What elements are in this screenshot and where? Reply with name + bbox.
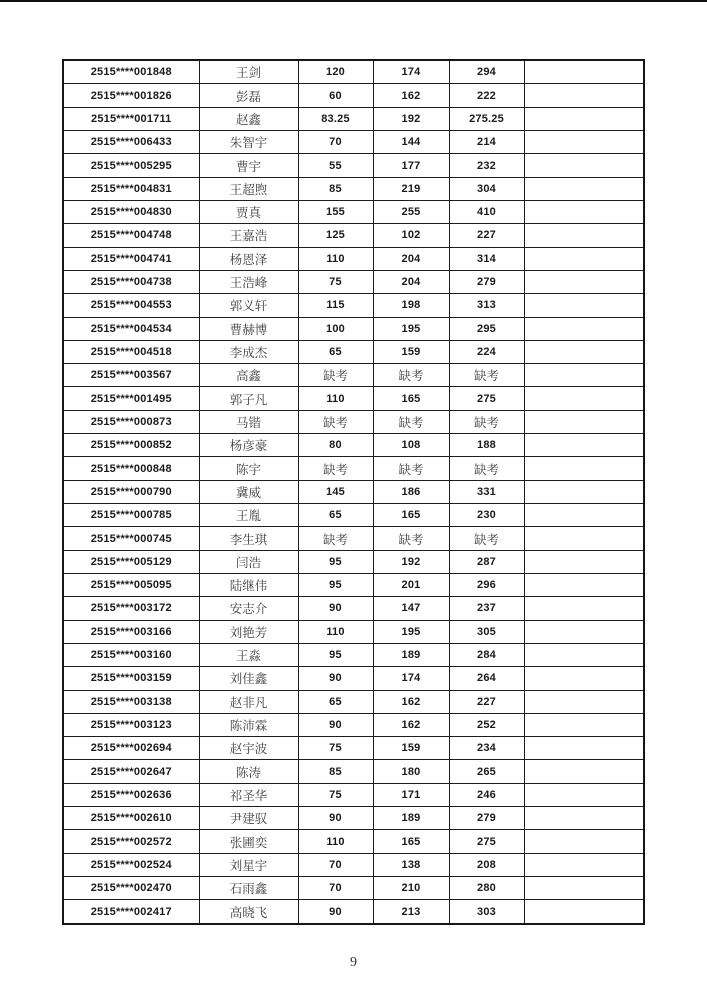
table-row xyxy=(63,807,644,830)
score-1-cell: 55 xyxy=(298,154,373,177)
score-1-cell: 90 xyxy=(298,807,373,830)
score-total-cell: 296 xyxy=(449,573,524,596)
student-name-cell: 郭义轩 xyxy=(199,294,298,317)
remark-cell xyxy=(524,690,644,713)
exam-id-cell: 2515****005095 xyxy=(63,573,199,596)
exam-id-cell: 2515****002417 xyxy=(63,900,199,924)
exam-id-cell: 2515****000790 xyxy=(63,480,199,503)
student-name-cell: 高鑫 xyxy=(199,364,298,387)
score-2-cell: 165 xyxy=(373,504,449,527)
exam-id-cell: 2515****004741 xyxy=(63,247,199,270)
score-total-cell: 313 xyxy=(449,294,524,317)
score-total-cell: 279 xyxy=(449,270,524,293)
score-1-cell: 65 xyxy=(298,504,373,527)
student-name-cell: 陆继伟 xyxy=(199,573,298,596)
table-row xyxy=(63,84,644,107)
exam-id-cell: 2515****002524 xyxy=(63,853,199,876)
remark-cell xyxy=(524,410,644,433)
remark-cell xyxy=(524,340,644,363)
table-row xyxy=(63,410,644,433)
exam-id-cell: 2515****002647 xyxy=(63,760,199,783)
score-total-cell: 265 xyxy=(449,760,524,783)
score-2-cell: 缺考 xyxy=(373,410,449,433)
score-2-cell: 213 xyxy=(373,900,449,924)
score-1-cell: 70 xyxy=(298,877,373,900)
table-row xyxy=(63,504,644,527)
exam-id-cell: 2515****004553 xyxy=(63,294,199,317)
table-row xyxy=(63,737,644,760)
exam-id-cell: 2515****003172 xyxy=(63,597,199,620)
student-name-cell: 马锴 xyxy=(199,410,298,433)
score-1-cell: 90 xyxy=(298,900,373,924)
student-name-cell: 陈沛霖 xyxy=(199,713,298,736)
student-name-cell: 刘星宇 xyxy=(199,853,298,876)
score-total-cell: 295 xyxy=(449,317,524,340)
table-row xyxy=(63,830,644,853)
table-row xyxy=(63,317,644,340)
remark-cell xyxy=(524,527,644,550)
score-total-cell: 缺考 xyxy=(449,410,524,433)
table-row xyxy=(63,224,644,247)
remark-cell xyxy=(524,457,644,480)
student-name-cell: 王嘉浩 xyxy=(199,224,298,247)
student-name-cell: 王浩峰 xyxy=(199,270,298,293)
score-1-cell: 75 xyxy=(298,737,373,760)
score-1-cell: 60 xyxy=(298,84,373,107)
table-row xyxy=(63,760,644,783)
student-name-cell: 赵宇波 xyxy=(199,737,298,760)
table-row xyxy=(63,783,644,806)
remark-cell xyxy=(524,643,644,666)
student-name-cell: 尹建驭 xyxy=(199,807,298,830)
exam-id-cell: 2515****004534 xyxy=(63,317,199,340)
exam-id-cell: 2515****001826 xyxy=(63,84,199,107)
table-row xyxy=(63,900,644,924)
score-total-cell: 294 xyxy=(449,60,524,84)
exam-id-cell: 2515****004738 xyxy=(63,270,199,293)
exam-id-cell: 2515****005129 xyxy=(63,550,199,573)
table-row xyxy=(63,131,644,154)
score-total-cell: 234 xyxy=(449,737,524,760)
table-row xyxy=(63,853,644,876)
score-total-cell: 227 xyxy=(449,690,524,713)
student-name-cell: 王淼 xyxy=(199,643,298,666)
student-name-cell: 闫浩 xyxy=(199,550,298,573)
exam-id-cell: 2515****004830 xyxy=(63,200,199,223)
score-total-cell: 214 xyxy=(449,131,524,154)
remark-cell xyxy=(524,154,644,177)
table-row xyxy=(63,877,644,900)
score-1-cell: 90 xyxy=(298,667,373,690)
exam-id-cell: 2515****004831 xyxy=(63,177,199,200)
student-name-cell: 王剑 xyxy=(199,60,298,84)
student-name-cell: 陈宇 xyxy=(199,457,298,480)
student-name-cell: 郭子凡 xyxy=(199,387,298,410)
score-total-cell: 284 xyxy=(449,643,524,666)
score-table xyxy=(62,59,645,925)
score-total-cell: 224 xyxy=(449,340,524,363)
score-2-cell: 204 xyxy=(373,247,449,270)
score-total-cell: 275 xyxy=(449,387,524,410)
remark-cell xyxy=(524,387,644,410)
score-2-cell: 195 xyxy=(373,620,449,643)
score-1-cell: 95 xyxy=(298,573,373,596)
score-1-cell: 145 xyxy=(298,480,373,503)
score-1-cell: 缺考 xyxy=(298,527,373,550)
score-1-cell: 95 xyxy=(298,550,373,573)
table-row xyxy=(63,294,644,317)
score-total-cell: 188 xyxy=(449,434,524,457)
table-row xyxy=(63,457,644,480)
student-name-cell: 赵非凡 xyxy=(199,690,298,713)
remark-cell xyxy=(524,737,644,760)
score-total-cell: 227 xyxy=(449,224,524,247)
exam-id-cell: 2515****000873 xyxy=(63,410,199,433)
exam-id-cell: 2515****000852 xyxy=(63,434,199,457)
exam-id-cell: 2515****002572 xyxy=(63,830,199,853)
remark-cell xyxy=(524,107,644,130)
table-row xyxy=(63,177,644,200)
remark-cell xyxy=(524,597,644,620)
score-2-cell: 缺考 xyxy=(373,457,449,480)
score-2-cell: 192 xyxy=(373,107,449,130)
exam-id-cell: 2515****003567 xyxy=(63,364,199,387)
remark-cell xyxy=(524,550,644,573)
table-row xyxy=(63,597,644,620)
score-2-cell: 198 xyxy=(373,294,449,317)
score-total-cell: 304 xyxy=(449,177,524,200)
student-name-cell: 刘佳鑫 xyxy=(199,667,298,690)
student-name-cell: 冀威 xyxy=(199,480,298,503)
score-1-cell: 110 xyxy=(298,830,373,853)
score-1-cell: 90 xyxy=(298,713,373,736)
exam-id-cell: 2515****003123 xyxy=(63,713,199,736)
table-row xyxy=(63,690,644,713)
score-1-cell: 65 xyxy=(298,690,373,713)
remark-cell xyxy=(524,783,644,806)
remark-cell xyxy=(524,504,644,527)
student-name-cell: 王超煦 xyxy=(199,177,298,200)
score-2-cell: 180 xyxy=(373,760,449,783)
table-row xyxy=(63,643,644,666)
score-table-body xyxy=(63,60,644,924)
score-2-cell: 165 xyxy=(373,387,449,410)
score-2-cell: 108 xyxy=(373,434,449,457)
score-1-cell: 75 xyxy=(298,783,373,806)
remark-cell xyxy=(524,247,644,270)
score-total-cell: 280 xyxy=(449,877,524,900)
score-2-cell: 204 xyxy=(373,270,449,293)
exam-id-cell: 2515****004518 xyxy=(63,340,199,363)
remark-cell xyxy=(524,177,644,200)
table-row xyxy=(63,270,644,293)
remark-cell xyxy=(524,60,644,84)
exam-id-cell: 2515****003138 xyxy=(63,690,199,713)
score-2-cell: 165 xyxy=(373,830,449,853)
remark-cell xyxy=(524,270,644,293)
score-2-cell: 171 xyxy=(373,783,449,806)
score-total-cell: 232 xyxy=(449,154,524,177)
table-row xyxy=(63,667,644,690)
score-2-cell: 147 xyxy=(373,597,449,620)
score-1-cell: 115 xyxy=(298,294,373,317)
score-2-cell: 159 xyxy=(373,737,449,760)
student-name-cell: 杨恩泽 xyxy=(199,247,298,270)
score-1-cell: 85 xyxy=(298,177,373,200)
table-row xyxy=(63,527,644,550)
remark-cell xyxy=(524,434,644,457)
score-2-cell: 189 xyxy=(373,807,449,830)
exam-id-cell: 2515****000848 xyxy=(63,457,199,480)
student-name-cell: 高晓飞 xyxy=(199,900,298,924)
score-total-cell: 缺考 xyxy=(449,457,524,480)
score-2-cell: 210 xyxy=(373,877,449,900)
score-total-cell: 279 xyxy=(449,807,524,830)
score-1-cell: 缺考 xyxy=(298,457,373,480)
table-row xyxy=(63,713,644,736)
score-1-cell: 120 xyxy=(298,60,373,84)
score-1-cell: 65 xyxy=(298,340,373,363)
table-row xyxy=(63,247,644,270)
score-1-cell: 85 xyxy=(298,760,373,783)
student-name-cell: 刘艳芳 xyxy=(199,620,298,643)
table-row xyxy=(63,434,644,457)
score-1-cell: 75 xyxy=(298,270,373,293)
score-total-cell: 246 xyxy=(449,783,524,806)
score-total-cell: 410 xyxy=(449,200,524,223)
exam-id-cell: 2515****003160 xyxy=(63,643,199,666)
score-2-cell: 174 xyxy=(373,667,449,690)
score-total-cell: 275 xyxy=(449,830,524,853)
page-top-scan-edge xyxy=(0,0,707,2)
table-row xyxy=(63,550,644,573)
score-2-cell: 162 xyxy=(373,713,449,736)
student-name-cell: 祁圣华 xyxy=(199,783,298,806)
score-2-cell: 144 xyxy=(373,131,449,154)
score-1-cell: 100 xyxy=(298,317,373,340)
remark-cell xyxy=(524,620,644,643)
table-row xyxy=(63,107,644,130)
student-name-cell: 曹赫博 xyxy=(199,317,298,340)
score-2-cell: 195 xyxy=(373,317,449,340)
score-1-cell: 70 xyxy=(298,853,373,876)
table-row xyxy=(63,620,644,643)
score-1-cell: 95 xyxy=(298,643,373,666)
table-row xyxy=(63,480,644,503)
remark-cell xyxy=(524,131,644,154)
score-2-cell: 186 xyxy=(373,480,449,503)
score-1-cell: 70 xyxy=(298,131,373,154)
remark-cell xyxy=(524,573,644,596)
score-2-cell: 192 xyxy=(373,550,449,573)
score-1-cell: 83.25 xyxy=(298,107,373,130)
score-1-cell: 110 xyxy=(298,247,373,270)
score-2-cell: 219 xyxy=(373,177,449,200)
score-total-cell: 305 xyxy=(449,620,524,643)
remark-cell xyxy=(524,200,644,223)
student-name-cell: 李生琪 xyxy=(199,527,298,550)
exam-id-cell: 2515****006433 xyxy=(63,131,199,154)
table-row xyxy=(63,364,644,387)
remark-cell xyxy=(524,224,644,247)
exam-id-cell: 2515****002694 xyxy=(63,737,199,760)
score-2-cell: 174 xyxy=(373,60,449,84)
remark-cell xyxy=(524,853,644,876)
remark-cell xyxy=(524,364,644,387)
student-name-cell: 李成杰 xyxy=(199,340,298,363)
score-total-cell: 222 xyxy=(449,84,524,107)
remark-cell xyxy=(524,294,644,317)
exam-id-cell: 2515****002610 xyxy=(63,807,199,830)
score-total-cell: 208 xyxy=(449,853,524,876)
exam-id-cell: 2515****004748 xyxy=(63,224,199,247)
score-total-cell: 252 xyxy=(449,713,524,736)
score-2-cell: 159 xyxy=(373,340,449,363)
student-name-cell: 彭磊 xyxy=(199,84,298,107)
score-2-cell: 189 xyxy=(373,643,449,666)
score-total-cell: 缺考 xyxy=(449,527,524,550)
exam-id-cell: 2515****001848 xyxy=(63,60,199,84)
score-1-cell: 125 xyxy=(298,224,373,247)
remark-cell xyxy=(524,317,644,340)
student-name-cell: 贾真 xyxy=(199,200,298,223)
student-name-cell: 曹宇 xyxy=(199,154,298,177)
remark-cell xyxy=(524,830,644,853)
score-total-cell: 287 xyxy=(449,550,524,573)
score-total-cell: 230 xyxy=(449,504,524,527)
student-name-cell: 赵鑫 xyxy=(199,107,298,130)
score-2-cell: 缺考 xyxy=(373,527,449,550)
table-row xyxy=(63,573,644,596)
remark-cell xyxy=(524,84,644,107)
exam-id-cell: 2515****002636 xyxy=(63,783,199,806)
score-total-cell: 303 xyxy=(449,900,524,924)
score-total-cell: 缺考 xyxy=(449,364,524,387)
score-total-cell: 331 xyxy=(449,480,524,503)
score-total-cell: 237 xyxy=(449,597,524,620)
exam-id-cell: 2515****001495 xyxy=(63,387,199,410)
remark-cell xyxy=(524,807,644,830)
exam-id-cell: 2515****005295 xyxy=(63,154,199,177)
exam-id-cell: 2515****001711 xyxy=(63,107,199,130)
score-1-cell: 110 xyxy=(298,387,373,410)
table-row xyxy=(63,387,644,410)
student-name-cell: 陈涛 xyxy=(199,760,298,783)
score-1-cell: 90 xyxy=(298,597,373,620)
exam-id-cell: 2515****002470 xyxy=(63,877,199,900)
exam-id-cell: 2515****003159 xyxy=(63,667,199,690)
student-name-cell: 杨彦豪 xyxy=(199,434,298,457)
remark-cell xyxy=(524,480,644,503)
score-2-cell: 102 xyxy=(373,224,449,247)
exam-id-cell: 2515****000785 xyxy=(63,504,199,527)
page-number: 9 xyxy=(350,955,357,970)
score-1-cell: 缺考 xyxy=(298,364,373,387)
score-1-cell: 155 xyxy=(298,200,373,223)
remark-cell xyxy=(524,877,644,900)
table-row xyxy=(63,340,644,363)
student-name-cell: 朱智宇 xyxy=(199,131,298,154)
score-total-cell: 314 xyxy=(449,247,524,270)
student-name-cell: 张圃奕 xyxy=(199,830,298,853)
exam-id-cell: 2515****003166 xyxy=(63,620,199,643)
table-row xyxy=(63,200,644,223)
remark-cell xyxy=(524,900,644,924)
student-name-cell: 石雨鑫 xyxy=(199,877,298,900)
score-total-cell: 275.25 xyxy=(449,107,524,130)
score-2-cell: 138 xyxy=(373,853,449,876)
student-name-cell: 安志介 xyxy=(199,597,298,620)
table-row xyxy=(63,154,644,177)
score-2-cell: 缺考 xyxy=(373,364,449,387)
score-1-cell: 缺考 xyxy=(298,410,373,433)
score-2-cell: 177 xyxy=(373,154,449,177)
score-2-cell: 162 xyxy=(373,690,449,713)
exam-id-cell: 2515****000745 xyxy=(63,527,199,550)
table-row xyxy=(63,60,644,84)
student-name-cell: 王胤 xyxy=(199,504,298,527)
remark-cell xyxy=(524,667,644,690)
score-1-cell: 80 xyxy=(298,434,373,457)
score-total-cell: 264 xyxy=(449,667,524,690)
remark-cell xyxy=(524,713,644,736)
score-2-cell: 201 xyxy=(373,573,449,596)
remark-cell xyxy=(524,760,644,783)
score-2-cell: 162 xyxy=(373,84,449,107)
score-2-cell: 255 xyxy=(373,200,449,223)
score-1-cell: 110 xyxy=(298,620,373,643)
